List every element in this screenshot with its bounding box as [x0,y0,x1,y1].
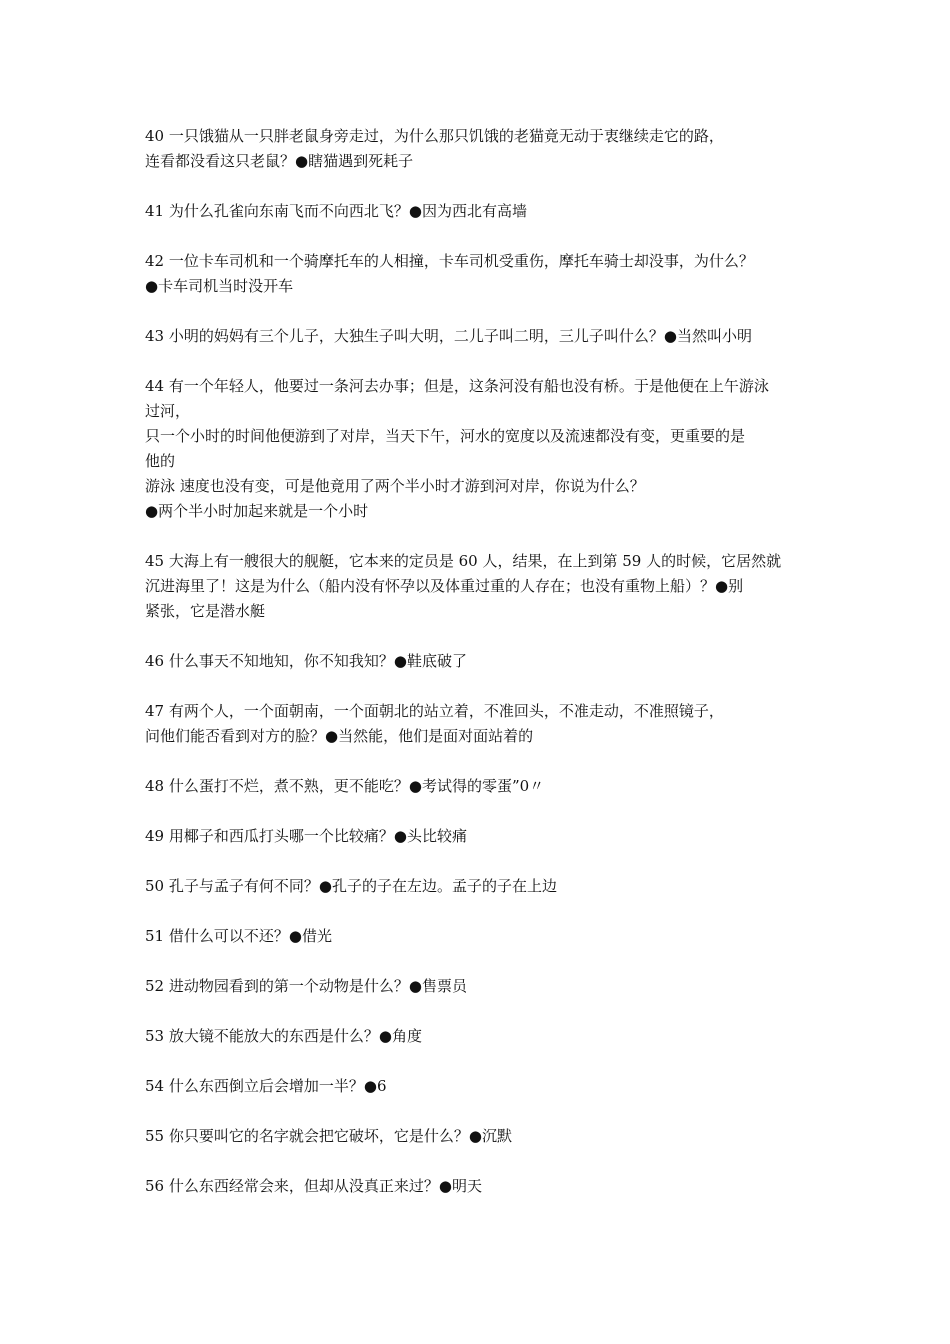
riddle-text-line: 47 有两个人，一个面朝南，一个面朝北的站立着，不准回头，不准走动，不准照镜子， [145,702,724,720]
riddle-text-line: 49 用椰子和西瓜打头哪一个比较痛？●头比较痛 [145,827,467,845]
riddle-51 [145,924,815,949]
riddle-40 [145,124,815,174]
riddle-46 [145,649,815,674]
riddle-text-line: 51 借什么可以不还？●借光 [145,927,332,945]
riddle-text-line: 46 什么事天不知地知，你不知我知？●鞋底破了 [145,652,467,670]
riddle-42 [145,249,815,299]
riddle-text-line: 50 孔子与孟子有何不同？●孔子的子在左边。孟子的子在上边 [145,877,557,895]
riddle-text-line: 沉进海里了！这是为什么（船内没有怀孕以及体重过重的人存在；也没有重物上船）？●别 [145,577,744,595]
riddle-text-line: 44 有一个年轻人，他要过一条河去办事；但是，这条河没有船也没有桥。于是他便在上午游泳 [145,377,769,395]
riddle-text-line: 56 什么东西经常会来，但却从没真正来过？●明天 [145,1177,482,1195]
riddle-list [145,124,815,1224]
riddle-49 [145,824,815,849]
riddle-50 [145,874,815,899]
riddle-52 [145,974,815,999]
riddle-text-line: 41 为什么孔雀向东南飞而不向西北飞？●因为西北有高墙 [145,202,527,220]
riddle-44 [145,374,815,524]
riddle-text-line: 43 小明的妈妈有三个儿子，大独生子叫大明，二儿子叫二明，三儿子叫什么？●当然叫小明 [145,327,752,345]
riddle-text-line: ●卡车司机当时没开车 [145,277,294,295]
riddle-text-line: 55 你只要叫它的名字就会把它破坏，它是什么？●沉默 [145,1127,512,1145]
riddle-text-line: 游泳 速度也没有变，可是他竟用了两个半小时才游到河对岸，你说为什么？ [145,477,645,495]
riddle-text-line: 45 大海上有一艘很大的舰艇，它本来的定员是 60 人，结果，在上到第 59 人的时候，它居然就 [145,552,782,570]
riddle-47 [145,699,815,749]
riddle-text-line: 53 放大镜不能放大的东西是什么？●角度 [145,1027,422,1045]
riddle-text-line: 54 什么东西倒立后会增加一半？●6 [145,1077,387,1095]
riddle-55 [145,1124,815,1149]
riddle-54 [145,1074,815,1099]
riddle-text-line: 问他们能否看到对方的脸？●当然能，他们是面对面站着的 [145,727,534,745]
riddle-56 [145,1174,815,1199]
riddle-text-line: ●两个半小时加起来就是一个小时 [145,502,369,520]
riddle-45 [145,549,815,624]
riddle-text-line: 40 一只饿猫从一只胖老鼠身旁走过，为什么那只饥饿的老猫竟无动于衷继续走它的路， [145,127,724,145]
riddle-text-line: 52 进动物园看到的第一个动物是什么？●售票员 [145,977,467,995]
riddle-43 [145,324,815,349]
riddle-53 [145,1024,815,1049]
riddle-text-line: 过河， [145,402,191,420]
riddle-text-line: 42 一位卡车司机和一个骑摩托车的人相撞，卡车司机受重伤，摩托车骑士却没事，为什么？ [145,252,754,270]
riddle-41 [145,199,815,224]
riddle-text-line: 紧张，它是潜水艇 [145,602,266,620]
riddle-48 [145,774,815,799]
riddle-text-line: 48 什么蛋打不烂，煮不熟，更不能吃？●考试得的零蛋”0〃 [145,777,545,795]
riddle-text-line: 只一个小时的时间他便游到了对岸，当天下午，河水的宽度以及流速都没有变，更重要的是 [145,427,746,445]
riddle-text-line: 他的 [145,452,176,470]
riddle-text-line: 连看都没看这只老鼠？●瞎猫遇到死耗子 [145,152,414,170]
